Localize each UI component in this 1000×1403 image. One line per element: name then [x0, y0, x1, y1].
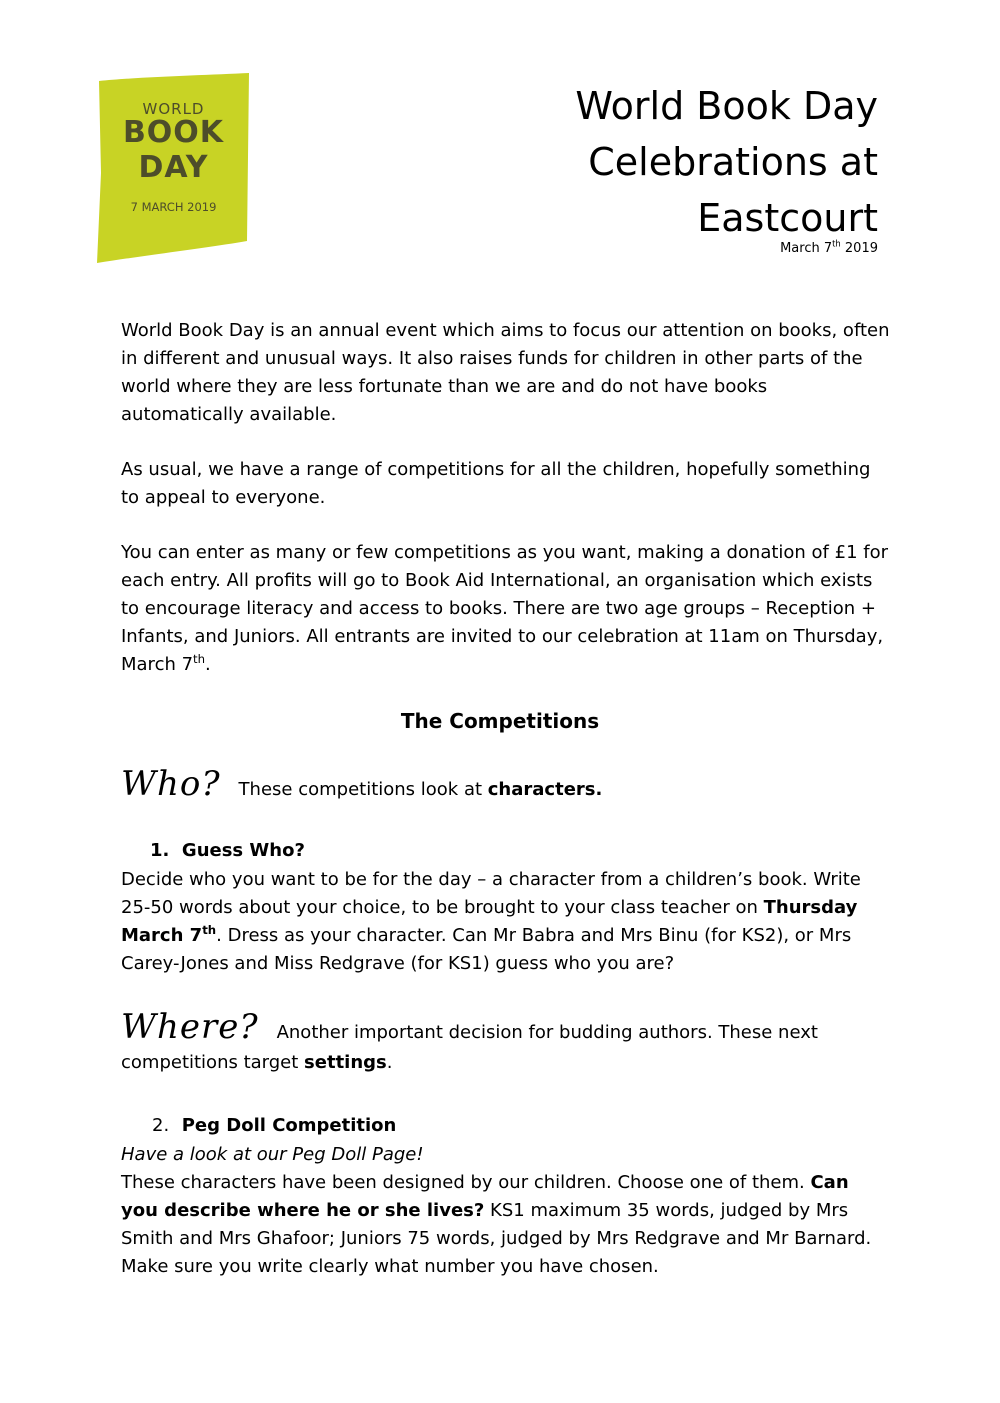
logo-date-text: 7 MARCH 2019 [130, 200, 217, 214]
intro-paragraph-3: You can enter as many or few competitions as you want, making a donation of £1 for each entry. All profits will go to Book Aid International, an organisation which exists to encourage literacy and access to books. There are two age groups – Reception + Infants, and Juniors. All entrants are invited to our celebration at 11am on Thursday, March 7th. [121, 542, 888, 675]
event-date: March 7th 2019 [780, 238, 878, 256]
where-section-intro: Where? Another important decision for budding authors. These next competitions target settings. [121, 1007, 818, 1073]
who-script-heading: Who? [121, 764, 221, 804]
intro-paragraph-2: As usual, we have a range of competitions for all the children, hopefully something to appeal to everyone. [121, 459, 871, 508]
guess-who-title: 1. Guess Who? [150, 840, 305, 861]
guess-who-description: Decide who you want to be for the day – a character from a children’s book. Write 25-50 words about your choice, to be brought to your class teacher on Thursday March 7th. Dress as your character. Can Mr Babra and Mrs Binu (for KS2), or Mrs Carey-Jones and Miss Redgrave (for KS1) guess who you are? [121, 869, 861, 974]
world-book-day-logo [97, 73, 250, 263]
where-script-heading: Where? [121, 1007, 259, 1047]
logo-book-text: BOOK [122, 115, 225, 150]
peg-doll-description: Have a look at our Peg Doll Page! These characters have been designed by our children. Choose one of them. Can you describe where he or she lives? KS1 maximum 35 words, judged by Mrs Smith and Mrs Ghafoor; Juniors 75 words, judged by Mrs Redgrave and Mr Barnard. Make sure you write clearly what number you have chosen. [121, 1144, 872, 1277]
title-line-1: World Book Day [575, 84, 878, 128]
intro-paragraph-1: World Book Day is an annual event which aims to focus our attention on books, often in different and unusual ways. It also raises funds for children in other parts of the world where they are less fortunate than we are and do not have books automatically available. [121, 320, 890, 425]
page-title [575, 78, 878, 246]
peg-doll-title: 2. Peg Doll Competition [152, 1115, 397, 1136]
logo-day-text: DAY [138, 150, 209, 185]
title-line-2: Celebrations at [588, 140, 878, 184]
peg-doll-page-note: Have a look at our Peg Doll Page! [121, 1144, 424, 1165]
competitions-heading: The Competitions [400, 709, 600, 733]
title-line-3: Eastcourt [697, 196, 878, 240]
who-section-intro: Who? These competitions look at characters. [121, 764, 603, 804]
logo-world-text: WORLD [142, 100, 205, 118]
